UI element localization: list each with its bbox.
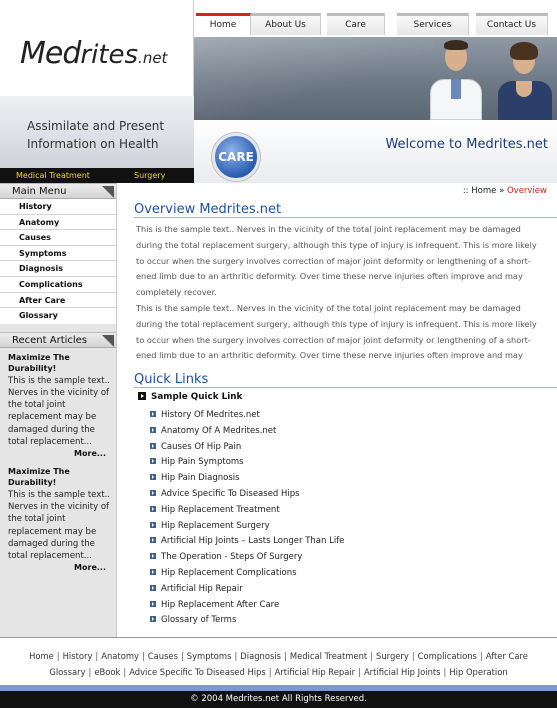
- quick-link-item[interactable]: [150, 503, 344, 519]
- footer-link[interactable]: Artificial Hip Joints: [363, 667, 441, 677]
- footer-link[interactable]: Artificial Hip Repair: [274, 667, 356, 677]
- footer-link[interactable]: Surgery: [376, 651, 409, 661]
- footer-link[interactable]: History: [62, 651, 93, 661]
- footer-separator: |: [284, 651, 287, 661]
- quick-links-heading-text: Sample Quick Link: [151, 392, 243, 402]
- arrow-bullet-icon: [150, 585, 156, 591]
- arrow-bullet-icon: [138, 392, 146, 400]
- arrow-bullet-icon: [150, 443, 156, 449]
- footer-row: [0, 648, 557, 664]
- quick-link-item[interactable]: [150, 566, 344, 582]
- arrow-bullet-icon: [150, 553, 156, 559]
- footer-link[interactable]: Medical Treatment: [289, 651, 368, 661]
- arrow-bullet-icon: [150, 537, 156, 543]
- recent-articles: [0, 348, 116, 572]
- quick-links-heading: [138, 392, 242, 402]
- quick-link-label[interactable]: Anatomy Of A Medrites.net: [161, 425, 277, 436]
- site-logo[interactable]: [20, 36, 167, 71]
- arrow-bullet-icon: [150, 522, 156, 528]
- header: [0, 0, 557, 183]
- menu-item-after-care[interactable]: After Care: [0, 293, 116, 309]
- main-content: [118, 183, 557, 637]
- article-excerpt: This is the sample text.. Nerves in the vicinity of the total joint replacement may be damaged during the total replacement...: [8, 489, 110, 561]
- arrow-bullet-icon: [150, 411, 156, 417]
- arrow-bullet-icon: [150, 569, 156, 575]
- article-item: [8, 352, 110, 458]
- footer-link[interactable]: Complications: [417, 651, 477, 661]
- quick-link-item[interactable]: [150, 455, 344, 471]
- quick-link-label[interactable]: Hip Replacement After Care: [161, 599, 280, 610]
- article-more-link[interactable]: More...: [74, 563, 106, 573]
- recent-articles-title: Recent Articles: [12, 334, 88, 346]
- quick-link-item[interactable]: [150, 550, 344, 566]
- breadcrumb-current: Overview: [506, 186, 547, 196]
- quick-link-label[interactable]: Hip Replacement Surgery: [161, 520, 270, 531]
- footer-separator: |: [411, 651, 415, 661]
- quick-link-label[interactable]: The Operation - Steps Of Surgery: [161, 552, 303, 563]
- category-medical-treatment[interactable]: Medical Treatment: [16, 171, 90, 180]
- footer-separator: |: [358, 667, 361, 677]
- article-item: [8, 466, 110, 572]
- corner-arrow-icon: [102, 335, 114, 347]
- footer-link[interactable]: Glossary: [49, 667, 86, 677]
- menu-item-anatomy[interactable]: Anatomy: [0, 215, 116, 231]
- category-surgery[interactable]: Surgery: [134, 171, 166, 180]
- footer-link[interactable]: Home: [29, 651, 54, 661]
- arrow-bullet-icon: [150, 474, 156, 480]
- quick-link-label[interactable]: Artificial Hip Repair: [161, 583, 243, 594]
- header-banner: [194, 37, 557, 120]
- menu-item-causes[interactable]: Causes: [0, 230, 116, 246]
- footer-link[interactable]: Diagnosis: [240, 651, 282, 661]
- arrow-bullet-icon: [150, 506, 156, 512]
- quick-link-item[interactable]: [150, 598, 344, 614]
- menu-item-symptoms[interactable]: Symptoms: [0, 246, 116, 262]
- nav-tab-services[interactable]: Services: [397, 13, 469, 35]
- site-tagline: Assimilate and Present Information on Health: [27, 119, 165, 151]
- quick-link-item[interactable]: [150, 424, 344, 440]
- footer-separator: |: [443, 667, 447, 677]
- main-menu: [0, 199, 116, 324]
- footer-link[interactable]: Anatomy: [101, 651, 139, 661]
- article-title[interactable]: Maximize The Durability!: [8, 466, 70, 487]
- recent-articles-header: [0, 332, 116, 348]
- overview-body: [136, 222, 540, 364]
- menu-item-glossary[interactable]: Glossary: [19, 311, 58, 321]
- footer-link[interactable]: Advice Specific To Diseased Hips: [129, 667, 266, 677]
- breadcrumb-separator: ::: [462, 186, 469, 196]
- footer-separator: |: [479, 651, 483, 661]
- footer-separator: |: [268, 667, 272, 677]
- quick-link-label[interactable]: Glossary of Terms: [161, 615, 237, 626]
- corner-arrow-icon: [102, 186, 114, 198]
- category-bar: [0, 168, 194, 183]
- welcome-heading: Welcome to Medrites.net: [385, 137, 548, 152]
- quick-links-title: Quick Links: [134, 373, 557, 388]
- nav-tab-home[interactable]: Home: [196, 13, 251, 35]
- footer-separator: |: [88, 667, 92, 677]
- arrow-bullet-icon: [150, 427, 156, 433]
- footer-separator: |: [141, 651, 145, 661]
- doctor-female-image: [494, 37, 554, 120]
- footer-separator: |: [180, 651, 184, 661]
- copyright: © 2004 Medrites.net All Rights Reserved.: [0, 691, 557, 708]
- quick-link-label[interactable]: Hip Pain Symptoms: [161, 457, 244, 468]
- logo-area: [0, 0, 194, 96]
- footer-link[interactable]: eBook: [94, 667, 121, 677]
- menu-item-diagnosis[interactable]: Diagnosis: [0, 261, 116, 277]
- nav-tab-care[interactable]: Care: [327, 13, 385, 35]
- arrow-bullet-icon: [150, 458, 156, 464]
- top-nav: [194, 0, 557, 37]
- logo-text-med: Med: [20, 36, 81, 71]
- overview-title: Overview Medrites.net: [134, 203, 557, 218]
- footer-link[interactable]: Causes: [147, 651, 178, 661]
- article-excerpt: This is the sample text.. Nerves in the vicinity of the total joint replacement may be damaged during the total replacement...: [8, 375, 110, 447]
- menu-item-history[interactable]: History: [0, 199, 116, 215]
- quick-link-label[interactable]: History Of Medrites.net: [161, 410, 260, 420]
- breadcrumb-home-link[interactable]: Home: [471, 186, 497, 196]
- quick-links-list: [150, 408, 344, 629]
- quick-link-label[interactable]: Artificial Hip Joints – Lasts Longer Than Life: [161, 536, 345, 547]
- quick-link-item[interactable]: [150, 613, 344, 629]
- left-sidebar: [0, 183, 117, 637]
- quick-link-item[interactable]: [150, 534, 344, 550]
- quick-link-item[interactable]: [150, 582, 344, 598]
- tagline-area: [0, 96, 194, 168]
- quick-link-item[interactable]: [150, 408, 344, 424]
- nav-tab-contact-us[interactable]: Contact Us: [476, 13, 548, 35]
- overview-paragraph: This is the sample text.. Nerves in the vicinity of the total joint replacement may be damaged during the total replacement surgery, although this type of injury is infrequent. This is more likely to occur when the surgery involves correction of major joint deformity or lengthening of a short-ened limb due to an arthritic deformity. Over time these nerve injuries often improve and may completely recover.: [136, 224, 537, 298]
- logo-text-rites: rites: [80, 40, 139, 70]
- footer-row: [0, 664, 557, 680]
- quick-link-label[interactable]: Causes Of Hip Pain: [161, 441, 242, 452]
- footer: [0, 637, 557, 708]
- footer-link[interactable]: Hip Operation: [449, 667, 508, 677]
- arrow-bullet-icon: [150, 601, 156, 607]
- quick-link-item[interactable]: [150, 440, 344, 456]
- footer-separator: |: [234, 651, 238, 661]
- care-button[interactable]: CARE: [212, 133, 260, 181]
- footer-separator: |: [123, 667, 127, 677]
- arrow-bullet-icon: [150, 616, 156, 622]
- footer-separator: |: [370, 651, 374, 661]
- quick-link-item[interactable]: [150, 519, 344, 535]
- breadcrumb: [463, 186, 547, 196]
- footer-separator: |: [95, 651, 99, 661]
- logo-text-net: .net: [138, 49, 168, 67]
- quick-link-label[interactable]: Advice Specific To Diseased Hips: [161, 488, 300, 499]
- footer-link[interactable]: Symptoms: [186, 651, 232, 661]
- main-menu-header: [0, 183, 116, 199]
- breadcrumb-arrow-icon: »: [499, 186, 505, 196]
- doctor-male-image: [426, 37, 486, 120]
- footer-link[interactable]: After Care: [485, 651, 528, 661]
- nav-tab-about-us[interactable]: About Us: [251, 13, 321, 35]
- footer-links: [0, 637, 557, 685]
- welcome-bar: [194, 120, 557, 183]
- main-menu-title: Main Menu: [12, 186, 67, 197]
- footer-separator: |: [56, 651, 60, 661]
- quick-link-item[interactable]: [150, 487, 344, 503]
- quick-link-label[interactable]: Hip Replacement Complications: [161, 567, 297, 578]
- menu-item-complications[interactable]: Complications: [0, 277, 116, 293]
- quick-link-label[interactable]: Hip Replacement Treatment: [161, 504, 280, 515]
- article-more-link[interactable]: More...: [74, 448, 106, 458]
- article-title[interactable]: Maximize The Durability!: [8, 352, 70, 373]
- arrow-bullet-icon: [150, 490, 156, 496]
- quick-link-item[interactable]: [150, 471, 344, 487]
- quick-link-label[interactable]: Hip Pain Diagnosis: [161, 473, 240, 484]
- overview-paragraph: This is the sample text.. Nerves in the vicinity of the total joint replacement may be damaged during the total replacement surgery, although this type of injury is infrequent. This is more likely to occur when the surgery involves correction of major joint deformity or lengthening of a short-ened limb due to an arthritic deformity. Over time these nerve injuries often improve and may: [136, 302, 537, 361]
